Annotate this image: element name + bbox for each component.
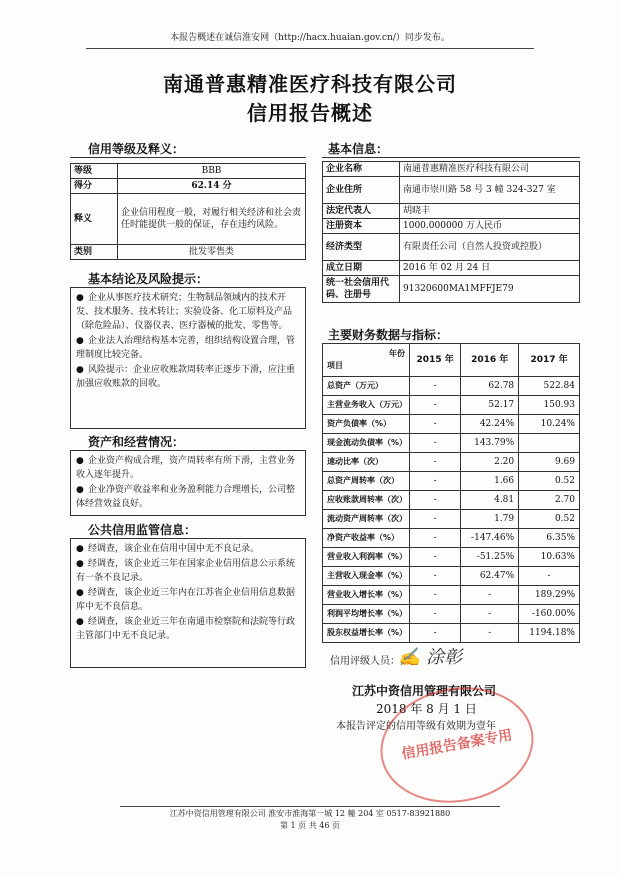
list-item: ● 风险提示：企业应收账款周转率正逐步下滑，应注重加强应收账款的回收。 [76,365,296,389]
table-row: 主营收入现金率（%） - 62.47% - [323,567,580,586]
conclusion-box [70,287,306,429]
list-item: ● 经调查，该企业近三年在国家企业信用信息公示系统有一条不良记录。 [76,559,296,583]
list-item: ● 经调查，该企业近三年内在江苏省企业信用信息数据库中无不良信息。 [76,588,296,612]
bullet-icon: ● [76,544,84,554]
table-row: 股东权益增长率（%） - - 1194.18% [323,624,580,643]
conclusion-heading: 基本结论及风险提示： [88,272,209,286]
list-item: ● 经调查，该企业在信用中国中无不良记录。 [76,544,260,554]
founded-label: 成立日期 [323,261,400,276]
table-row [71,245,306,260]
table-row: 资产负债率（%） - 42.24% 10.24% [323,415,580,434]
list-item: ● 企业资产构成合理，资产周转率有所下滑，主营业务收入逐年提升。 [76,456,296,480]
capital-label: 注册资本 [323,219,400,234]
address-label: 企业住所 [323,177,400,204]
table-row [323,177,580,204]
page-number: 第 1 页 共 46 页 [280,821,340,830]
table-row [323,261,580,276]
econ-type-value: 有限责任公司（自然人投资或控股） [400,234,580,261]
basic-info-heading: 基本信息： [328,142,389,156]
year-2015: 2015 年 [410,344,461,377]
table-row: 利润平均增长率（%） - - -160.00% [323,605,580,624]
table-row [323,162,580,177]
year-2016: 2016 年 [461,344,519,377]
address-value: 南通市崇川路 58 号 3 幢 324-327 室 [400,177,580,204]
list-item: ● 经调查，该企业近三年在南通市检察院和法院等行政主管部门中无不良记录。 [76,617,296,641]
validity-note: 本报告评定的信用等级有效期为壹年 [336,721,496,732]
company-name-value: 南通普惠精准医疗科技有限公司 [400,162,580,177]
assets-heading: 资产和经营情况： [88,435,185,449]
table-row [323,204,580,219]
footer-divider [120,806,500,807]
table-row: 流动资产周转率（次） - 1.79 0.52 [323,510,580,529]
header-corner [323,344,410,377]
grade-label: 等级 [71,164,118,179]
basic-info-divider [322,157,580,158]
table-row [323,276,580,303]
credit-grade-divider [70,157,306,158]
table-row: 应收账款周转率（次） - 4.81 2.70 [323,491,580,510]
table-row [71,164,306,179]
bullet-icon: ● [76,485,84,495]
header-divider [86,48,534,49]
list-item: ● 企业从事医疗技术研究；生物制品领域内的技术开发、技术服务、技术转让；实验设备、化工原料及产品（除危险品）、仪器仪表、医疗器械的批发、零售等。 [76,293,293,331]
issue-date: 2018 年 8 月 1 日 [376,702,477,716]
company-seal-stamp: 信用报告备案专用 [371,675,542,814]
table-row: 总资产周转率（次） - 1.66 0.52 [323,472,580,491]
econ-type-label: 经济类型 [323,234,400,261]
financial-table [322,343,580,643]
list-item: ● 企业净资产收益率和业务盈利能力合理增长，公司整体经营效益良好。 [76,485,296,509]
public-credit-box [70,538,306,668]
bullet-icon: ● [76,588,84,598]
bullet-icon: ● [76,365,84,375]
table-row: 现金流动负债率（%） - 143.79% [323,434,580,453]
basic-info-table [322,161,580,303]
bullet-icon: ● [76,293,84,303]
bullet-icon: ● [76,617,84,627]
credit-grade-table [70,163,306,260]
item-header: 项目 [327,361,343,370]
financial-heading: 主要财务数据与指标： [328,328,449,342]
capital-value: 1000.000000 万人民币 [400,219,580,234]
legal-rep-value: 胡晓丰 [400,204,580,219]
report-title: 信用报告概述 [247,101,373,125]
definition-value: 企业信用程度一般，对履行相关经济和社会责任时能提供一般的保证，存在违约风险。 [118,194,306,245]
publish-note: 本报告概述在诚信淮安网（http://hacx.huaian.gov.cn/）同步发布。 [170,33,450,43]
assets-box [70,450,306,516]
founded-value: 2016 年 02 月 24 日 [400,261,580,276]
year-header: 年份 [389,349,405,358]
table-row: 速动比率（次） - 2.20 9.69 [323,453,580,472]
table-row [71,194,306,245]
table-row: 总资产（万元） - 62.78 522.84 [323,377,580,396]
credit-code-label: 统一社会信用代码、注册号 [323,276,400,303]
credit-code-value: 91320600MA1MFFJE79 [400,276,580,303]
bullet-icon: ● [76,559,84,569]
table-row: 净资产收益率（%） - -147.46% 6.35% [323,529,580,548]
legal-rep-label: 法定代表人 [323,204,400,219]
company-name-label: 企业名称 [323,162,400,177]
analyst-label: 信用评级人员： [330,656,400,667]
year-2017: 2017 年 [519,344,580,377]
score-label: 得分 [71,179,118,194]
table-row [323,219,580,234]
bullet-icon: ● [76,456,84,466]
grade-value: BBB [118,164,306,179]
category-label: 类别 [71,245,118,260]
table-row: 营业收入增长率（%） - - 189.29% [323,586,580,605]
definition-label: 释义 [71,194,118,245]
table-header-row [323,344,580,377]
list-item: ● 企业法人治理结构基本完善，组织结构设置合理，管理制度比较完备。 [76,336,296,360]
table-row [71,179,306,194]
handwritten-signature: ✍ 涂彰 [398,647,463,668]
category-value: 批发零售类 [118,245,306,260]
company-title: 南通普惠精准医疗科技有限公司 [163,72,457,96]
credit-grade-heading: 信用等级及释义： [88,142,185,156]
table-row: 营业收入利润率（%） - -51.25% 10.63% [323,548,580,567]
table-row: 主营业务收入（万元） - 52.17 150.93 [323,396,580,415]
bullet-icon: ● [76,336,84,346]
public-credit-heading: 公共信用监管信息： [88,523,197,537]
score-value: 62.14 分 [118,179,306,194]
table-row [323,234,580,261]
issuer-company: 江苏中资信用管理有限公司 [352,684,497,698]
footer-contact: 江苏中资信用管理有限公司 淮安市淮海第一城 12 幢 204 室 0517-83921880 [169,809,451,818]
